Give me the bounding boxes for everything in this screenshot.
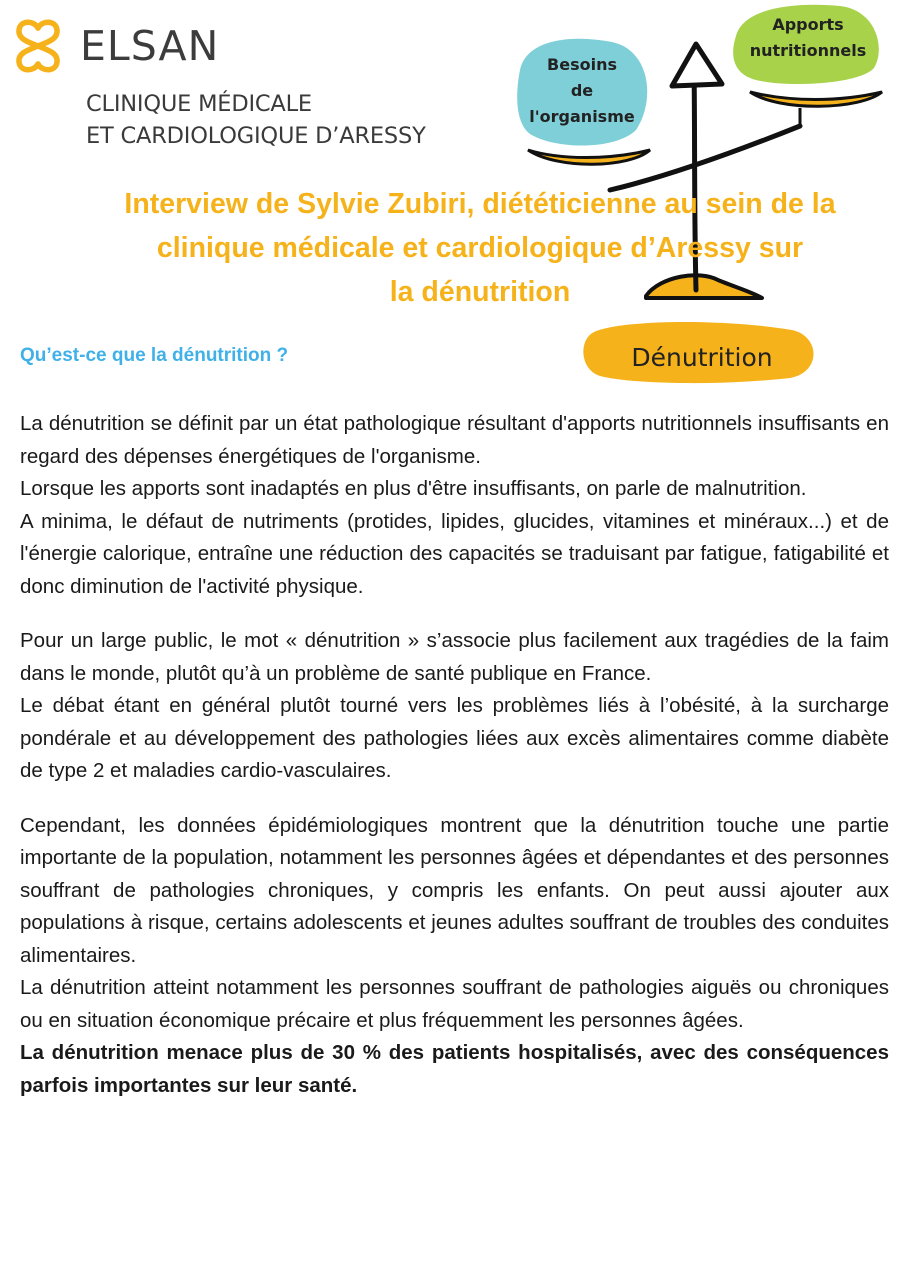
title-line-3: la dénutrition: [389, 276, 571, 308]
left-label-line-3: l'organisme: [529, 107, 635, 126]
title-line-2: clinique médicale et cardiologique d’Aressy sur: [156, 232, 804, 264]
paragraph-7: La dénutrition atteint notamment les personnes souffrant de pathologies aiguës ou chroniques ou en situation économique précaire et plus fréquemment les personnes âgées.: [20, 976, 889, 1032]
right-pan: [750, 92, 882, 106]
paragraph-5: Le débat étant en général plutôt tourné vers les problèmes liés à l’obésité, à la surcharge pondérale et au développement des pathologies liées aux excès alimentaires comme diabète de type 2 et maladies cardio-vasculaires.: [20, 694, 889, 782]
clinic-name: [86, 88, 426, 152]
paragraph-1: La dénutrition se définit par un état pathologique résultant d'apports nutritionnels insuffisants en regard des dépenses énergétiques de l'organisme.: [20, 412, 889, 468]
section-question: Qu’est-ce que la dénutrition ?: [20, 345, 289, 366]
left-label-line-1: Besoins: [547, 55, 617, 74]
title-line-1: Interview de Sylvie Zubiri, diététicienne au sein de la: [124, 188, 836, 220]
right-label-line-2: nutritionnels: [749, 41, 867, 60]
right-label-line-1: Apports: [772, 15, 844, 34]
paragraph-6: Cependant, les données épidémiologiques montrent que la dénutrition touche une partie importante de la population, notamment les personnes âgées et dépendantes et des personnes souffrant de pathologies chroniques, y compris les enfants. On peut aussi ajouter aux populations à risque, certains adolescents et jeunes adultes souffrant de troubles des conduites alimentaires.: [20, 813, 889, 967]
denutrition-label: Dénutrition: [631, 343, 773, 372]
left-pan: [528, 150, 650, 164]
paragraph-4: Pour un large public, le mot « dénutrition » s’associe plus facilement aux tragédies de la faim dans le monde, plutôt qu’à un problème de santé publique en France.: [20, 629, 889, 685]
scale-top-arrow: [672, 44, 722, 86]
paragraph-2: Lorsque les apports sont inadaptés en plus d'être insuffisants, on parle de malnutrition.: [20, 477, 807, 500]
left-label-line-2: de: [570, 81, 594, 100]
elsan-logo-mark-icon: [14, 18, 62, 74]
article-body: [20, 408, 889, 1102]
paragraph-key-fact: La dénutrition menace plus de 30 % des patients hospitalisés, avec des conséquences parfois importantes sur leur santé.: [20, 1041, 889, 1097]
page-title: [40, 182, 909, 314]
clinic-name-line-1: CLINIQUE MÉDICALE: [86, 91, 312, 117]
paragraph-3: A minima, le défaut de nutriments (protides, lipides, glucides, vitamines et minéraux...) et de l'énergie calorique, entraîne une réduction des capacités se traduisant par fatigue, fatigabilité et donc diminution de l'activité physique.: [20, 509, 889, 598]
clinic-name-line-2: ET CARDIOLOGIQUE D’ARESSY: [86, 123, 426, 149]
brand-name: ELSAN: [80, 21, 220, 70]
elsan-logo: [14, 18, 219, 74]
